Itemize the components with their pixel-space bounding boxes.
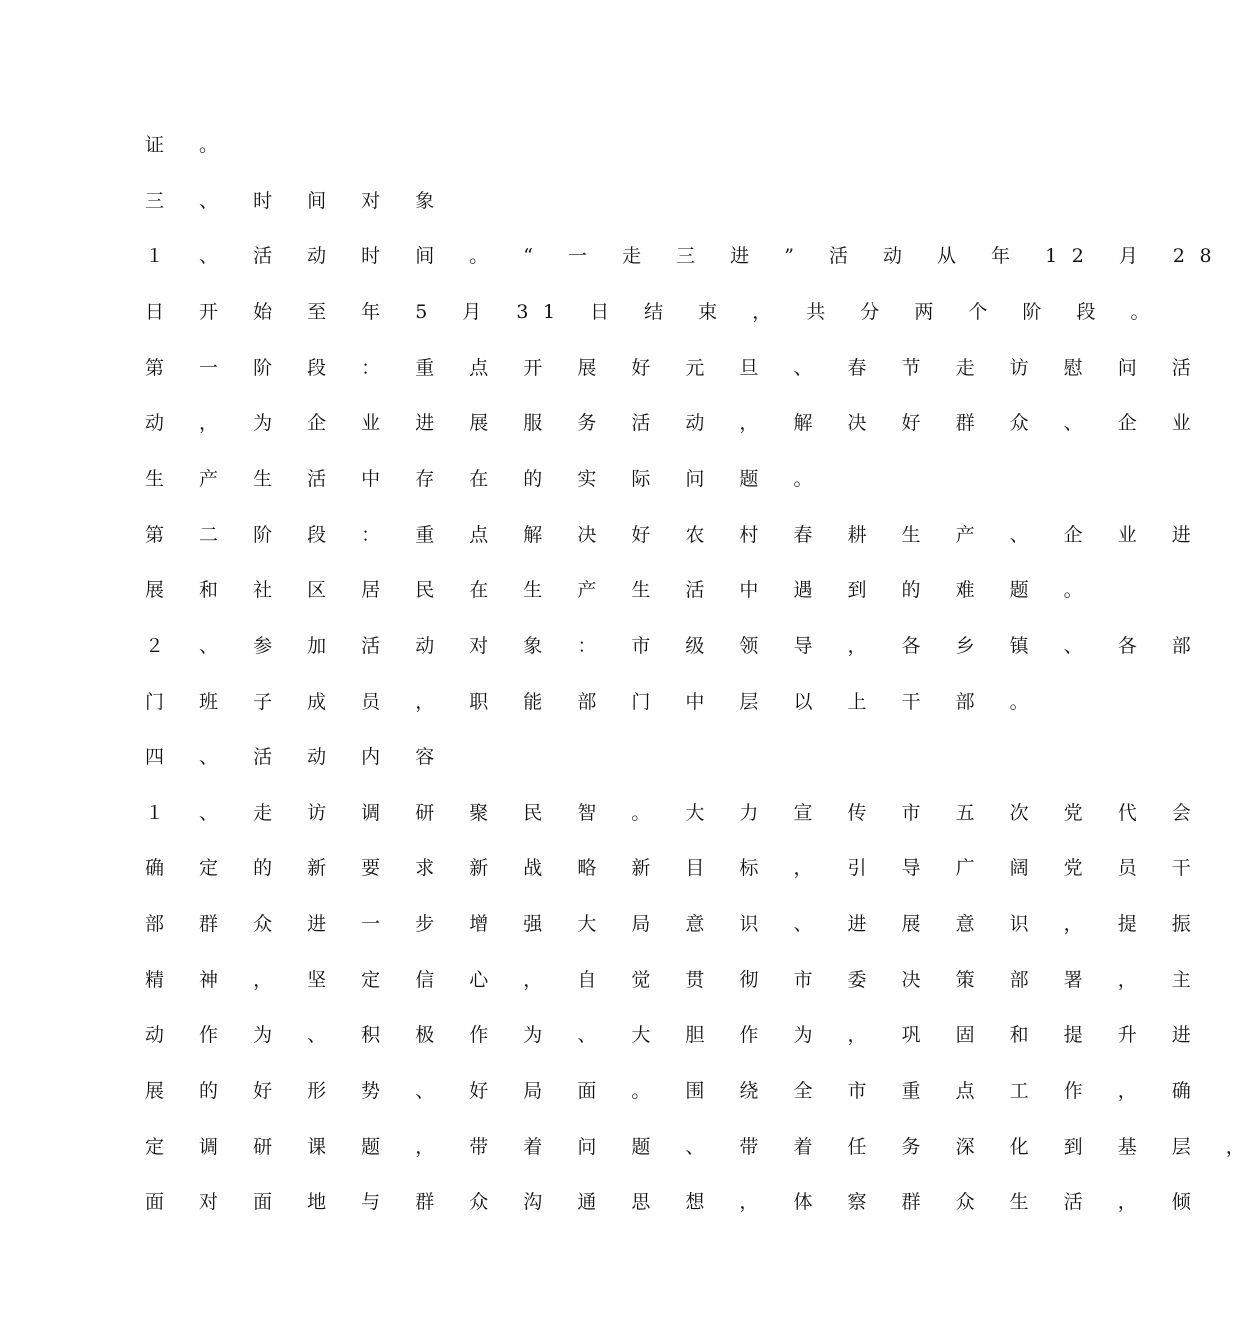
text-line: 展 的 好 形 势 、 好 局 面 。 围 绕 全 市 重 点 工 作 ， 确 — [145, 1080, 1206, 1102]
text-line: 日 开 始 至 年 5 月 31 日 结 束 ， 共 分 两 个 阶 段 。 — [145, 301, 1164, 323]
text-line: 展 和 社 区 居 民 在 生 产 生 活 中 遇 到 的 难 题 。 — [145, 579, 1098, 601]
text-line: 动 作 为 、 积 极 作 为 、 大 胆 作 为 ， 巩 固 和 提 升 进 — [145, 1024, 1206, 1046]
text-line: 证 。 — [145, 134, 233, 156]
text-line: 部 群 众 进 一 步 增 强 大 局 意 识 、 进 展 意 识 ， 提 振 — [145, 913, 1206, 935]
text-line: １ 、 活 动 时 间 。 “ 一 走 三 进 ” 活 动 从 年 12 月 28 — [145, 245, 1227, 267]
text-line: 生 产 生 活 中 存 在 的 实 际 问 题 。 — [145, 468, 827, 490]
text-line: 确 定 的 新 要 求 新 战 略 新 目 标 ， 引 导 广 阔 党 员 干 — [145, 857, 1206, 879]
text-line: 定 调 研 课 题 ， 带 着 问 题 、 带 着 任 务 深 化 到 基 层 ， — [145, 1136, 1259, 1158]
text-line: 门 班 子 成 员 ， 职 能 部 门 中 层 以 上 干 部 。 — [145, 691, 1044, 713]
text-line: 动 ， 为 企 业 进 展 服 务 活 动 ， 解 决 好 群 众 、 企 业 — [145, 412, 1206, 434]
text-line: １ 、 走 访 调 研 聚 民 智 。 大 力 宣 传 市 五 次 党 代 会 — [145, 802, 1206, 824]
section-heading: 三 、 时 间 对 象 — [145, 190, 449, 212]
text-line: 面 对 面 地 与 群 众 沟 通 思 想 ， 体 察 群 众 生 活 ， 倾 — [145, 1191, 1206, 1213]
text-line: ２ 、 参 加 活 动 对 象 ： 市 级 领 导 ， 各 乡 镇 、 各 部 — [145, 635, 1206, 657]
text-line: 第 一 阶 段 ： 重 点 开 展 好 元 旦 、 春 节 走 访 慰 问 活 — [145, 357, 1206, 379]
text-line: 精 神 ， 坚 定 信 心 ， 自 觉 贯 彻 市 委 决 策 部 署 ， 主 — [145, 969, 1206, 991]
text-line: 第 二 阶 段 ： 重 点 解 决 好 农 村 春 耕 生 产 、 企 业 进 — [145, 524, 1206, 546]
section-heading: 四 、 活 动 内 容 — [145, 746, 449, 768]
